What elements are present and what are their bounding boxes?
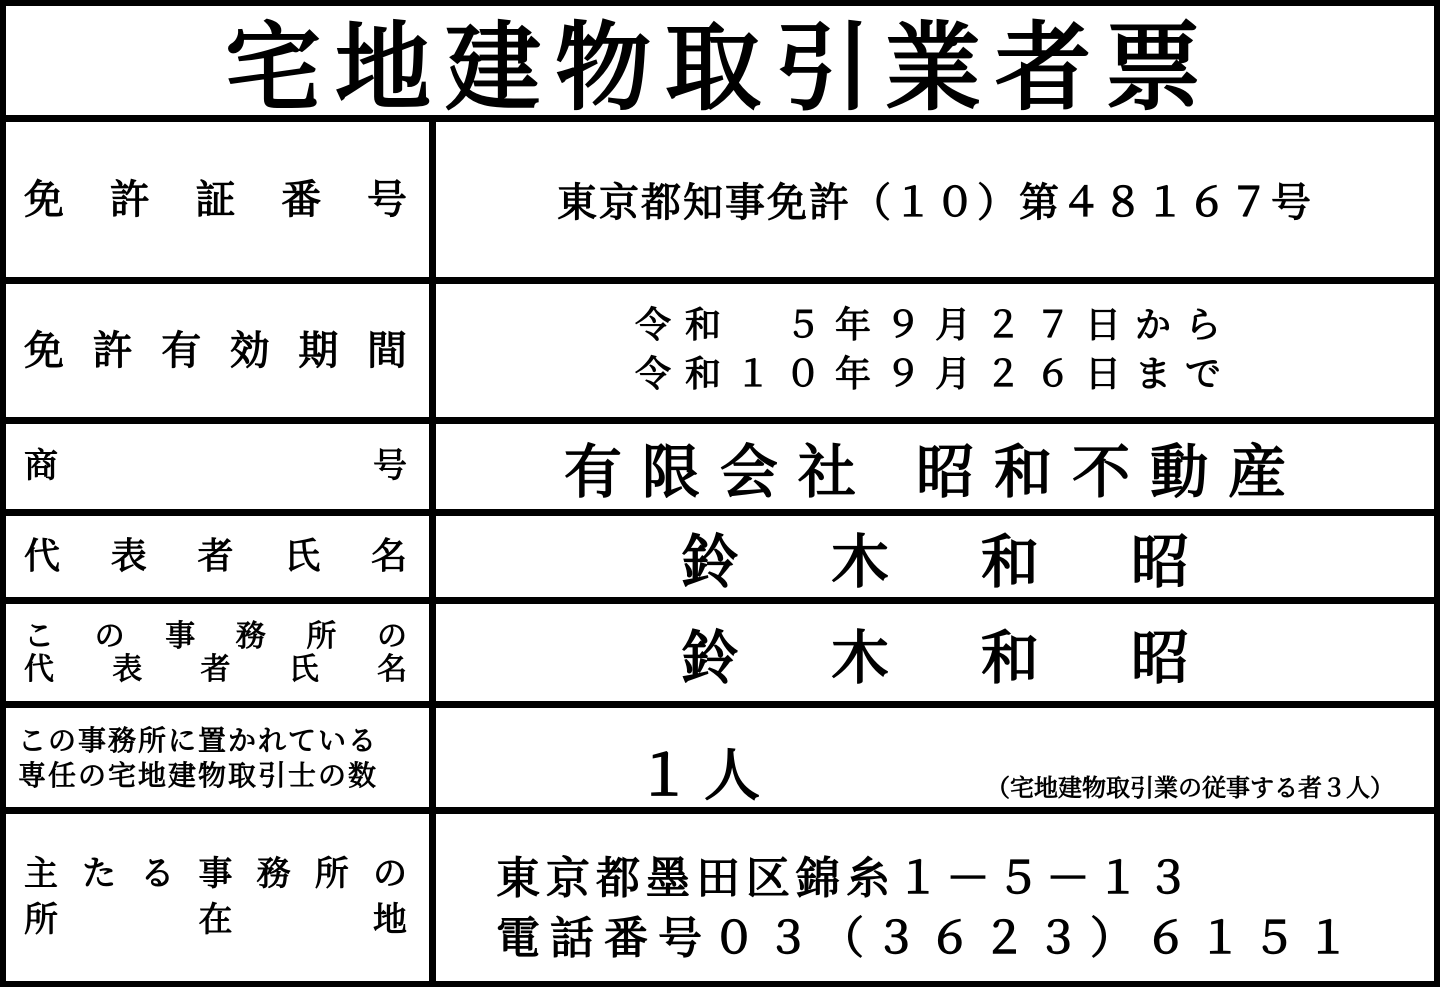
license-period-from: 令和 ５年９月２７日から xyxy=(634,304,1235,346)
main-office-address: 東京都墨田区錦糸１－５－１３ xyxy=(496,853,1196,904)
value-license-number xyxy=(436,122,1434,277)
label-office-rep-line2: 代 表 者 氏 名 xyxy=(24,651,407,687)
office-representative-name: 鈴木和昭 xyxy=(680,623,1281,692)
label-location-end: 地 xyxy=(373,899,407,940)
label-licensed-agents xyxy=(6,708,436,807)
label-trade-name xyxy=(6,424,436,509)
row-trade-name xyxy=(6,424,1434,516)
label-location-start: 所 xyxy=(24,899,58,940)
licensed-agents-note: （宅地建物取引業の従事する者３人） xyxy=(986,774,1394,802)
license-number-text: 東京都知事免許（１０）第４８１６７号 xyxy=(557,180,1313,226)
label-license-period-text: 免 許 有 効 期 間 xyxy=(24,327,407,374)
representative-name: 鈴木和昭 xyxy=(680,527,1281,596)
label-agents-line1: この事務所に置かれている xyxy=(18,723,379,757)
value-trade-name xyxy=(436,424,1434,509)
sign-title: 宅地建物取引業者票 xyxy=(6,6,1434,122)
value-licensed-agents xyxy=(436,708,1434,807)
value-license-period xyxy=(436,284,1434,417)
label-license-period xyxy=(6,284,436,417)
label-office-representative xyxy=(6,604,436,701)
label-trade-name-text xyxy=(24,445,407,486)
label-main-office-line1: 主 た る 事 務 所 の xyxy=(24,853,407,894)
row-licensed-agents xyxy=(6,708,1434,814)
label-license-number-text: 免 許 証 番 号 xyxy=(24,176,407,223)
label-main-office xyxy=(6,814,436,981)
row-representative xyxy=(6,516,1434,604)
row-license-period xyxy=(6,284,1434,424)
label-office-rep-line1: こ の 事 務 所 の xyxy=(24,618,407,654)
row-license-number xyxy=(6,122,1434,284)
label-representative-text: 代 表 者 氏 名 xyxy=(24,535,407,577)
value-representative xyxy=(436,516,1434,597)
label-location-mid: 在 xyxy=(198,899,233,940)
main-office-phone: 電話番号０３（３６２３）６１５１ xyxy=(496,913,1360,964)
row-main-office xyxy=(6,814,1434,981)
value-main-office xyxy=(436,814,1434,981)
label-trade-name-start: 商 xyxy=(24,445,58,486)
row-office-representative xyxy=(6,604,1434,708)
label-representative xyxy=(6,516,436,597)
label-trade-name-end: 号 xyxy=(373,445,407,486)
label-agents-line2: 専任の宅地建物取引士の数 xyxy=(18,758,379,792)
label-license-number xyxy=(6,122,436,277)
trade-name-text: 有限会社 昭和不動産 xyxy=(563,437,1307,506)
label-main-office-line2 xyxy=(24,898,407,944)
value-office-representative xyxy=(436,604,1434,701)
license-period-to: 令和１０年９月２６日まで xyxy=(634,353,1235,395)
licensed-agents-count: １人 xyxy=(636,744,772,809)
